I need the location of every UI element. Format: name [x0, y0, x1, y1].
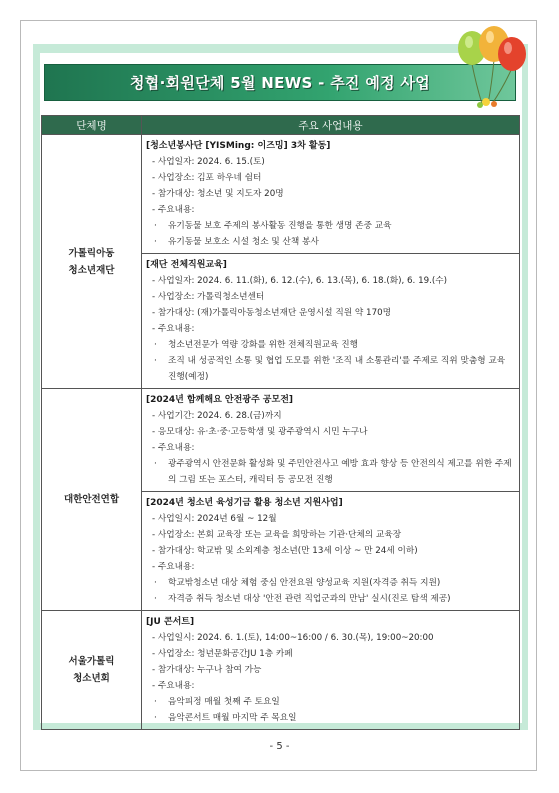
balloons-icon: [452, 24, 530, 110]
bullet-icon: ·: [154, 459, 157, 469]
detail-line: - 사업장소: 청년문화공간JU 1층 카페: [152, 649, 293, 659]
table-row: [42, 389, 520, 611]
title-banner: [44, 64, 516, 101]
program-block: [142, 611, 519, 729]
bullet-text: 유기동물 보호소 시설 청소 및 산책 봉사: [168, 237, 319, 247]
content-cell: [142, 611, 520, 730]
detail-line: - 주요내용:: [152, 205, 195, 215]
detail-line: - 주요내용:: [152, 324, 195, 334]
table-row: [42, 611, 520, 730]
bullet-item: [146, 591, 515, 607]
org-name-cell: [42, 611, 142, 730]
bullet-text: 조직 내 성공적인 소통 및 협업 도모를 위한 '조직 내 소통관리'를 주제로 직위 맞춤형 교육 진행(예정): [168, 356, 506, 382]
detail-line: - 사업장소: 가톨릭청소년센터: [152, 292, 265, 302]
detail-line: - 참가대상: 학교밖 및 소외계층 청소년(만 13세 이상 ~ 만 24세 이하): [152, 546, 418, 556]
table-row: [42, 135, 520, 389]
detail-line: - 주요내용:: [152, 562, 195, 572]
bullet-icon: ·: [154, 237, 157, 247]
program-title: [JU 콘서트]: [146, 617, 195, 627]
table-header-row: [42, 116, 520, 135]
bullet-icon: ·: [154, 594, 157, 604]
bullet-item: [146, 337, 515, 353]
detail-line: - 사업일자: 2024. 6. 15.(토): [152, 157, 265, 167]
program-block: [142, 389, 519, 491]
detail-line: - 주요내용:: [152, 681, 195, 691]
program-title: [청소년봉사단 [YISMing: 이즈밍] 3차 활동]: [146, 141, 331, 151]
org-name-cell: [42, 389, 142, 611]
bullet-text: 유기동물 보호 주제의 봉사활동 진행을 통한 생명 존중 교육: [168, 221, 392, 231]
detail-line: - 사업일시: 2024년 6월 ~ 12월: [152, 514, 277, 524]
bullet-icon: ·: [154, 713, 157, 723]
org-name: 서울가톨릭 청소년회: [68, 656, 115, 684]
program-block: [142, 135, 519, 253]
org-name: 대한안전연합: [63, 494, 120, 505]
content-cell: [142, 135, 520, 389]
bullet-text: 자격증 취득 청소년 대상 '안전 관련 직업군과의 만남' 실시(진로 탐색 제공): [168, 594, 451, 604]
detail-line: - 주요내용:: [152, 443, 195, 453]
detail-line: - 사업일시: 2024. 6. 1.(토), 14:00~16:00 / 6. 30.(목), 19:00~20:00: [152, 633, 434, 643]
bullet-text: 청소년전문가 역량 강화를 위한 전체직원교육 진행: [168, 340, 359, 350]
detail-line: - 참가대상: (재)가톨릭아동청소년재단 운영시설 직원 약 170명: [152, 308, 392, 318]
bullet-item: [146, 575, 515, 591]
business-table: [41, 115, 520, 730]
detail-line: - 사업장소: 본회 교육장 또는 교육을 희망하는 기관·단체의 교육장: [152, 530, 402, 540]
bullet-item: [146, 710, 515, 726]
bullet-icon: ·: [154, 578, 157, 588]
page-number: - 5 -: [269, 741, 290, 752]
bullet-icon: ·: [154, 221, 157, 231]
header-content: 주요 사업내용: [142, 116, 520, 135]
bullet-item: [146, 456, 515, 488]
bullet-text: 학교밖청소년 대상 체험 중심 안전요원 양성교육 지원(자격증 취득 지원): [168, 578, 441, 588]
org-name: 가톨릭아동 청소년재단: [68, 247, 115, 276]
program-title: [재단 전체직원교육]: [146, 260, 227, 270]
bullet-icon: ·: [154, 697, 157, 707]
content-cell: [142, 389, 520, 611]
program-block: [142, 491, 519, 610]
bullet-text: 음악콘서트 매월 마지막 주 목요일: [168, 713, 297, 723]
bullet-icon: ·: [154, 356, 157, 366]
bullet-text: 광주광역시 안전문화 활성화 및 주민안전사고 예방 효과 향상 등 안전의식 제고를 위한 주제의 그림 또는 포스터, 캐릭터 등 공모전 진행: [168, 459, 512, 485]
detail-line: - 응모대상: 유·초·중·고등학생 및 광주광역시 시민 누구나: [152, 427, 368, 437]
detail-line: - 참가대상: 청소년 및 지도자 20명: [152, 189, 284, 199]
detail-line: - 사업일자: 2024. 6. 11.(화), 6. 12.(수), 6. 13.(목), 6. 18.(화), 6. 19.(수): [152, 276, 448, 286]
program-title: [2024년 함께해요 안전광주 공모전]: [146, 395, 294, 405]
bullet-item: [146, 694, 515, 710]
bullet-text: 음악피정 매월 첫째 주 토요일: [168, 697, 280, 707]
program-title: [2024년 청소년 육성기금 활용 청소년 지원사업]: [146, 498, 343, 508]
page-title: 청협·회원단체 5월 NEWS - 추진 예정 사업: [129, 74, 430, 92]
detail-line: - 사업기간: 2024. 6. 28.(금)까지: [152, 411, 282, 421]
header-org: 단체명: [42, 116, 142, 135]
bullet-icon: ·: [154, 340, 157, 350]
bullet-item: [146, 234, 515, 250]
detail-line: - 사업장소: 김포 하우네 쉼터: [152, 173, 262, 183]
bullet-item: [146, 218, 515, 234]
org-name-cell: [42, 135, 142, 389]
program-block: [142, 253, 519, 388]
detail-line: - 참가대상: 누구나 참여 가능: [152, 665, 262, 675]
bullet-item: [146, 353, 515, 385]
